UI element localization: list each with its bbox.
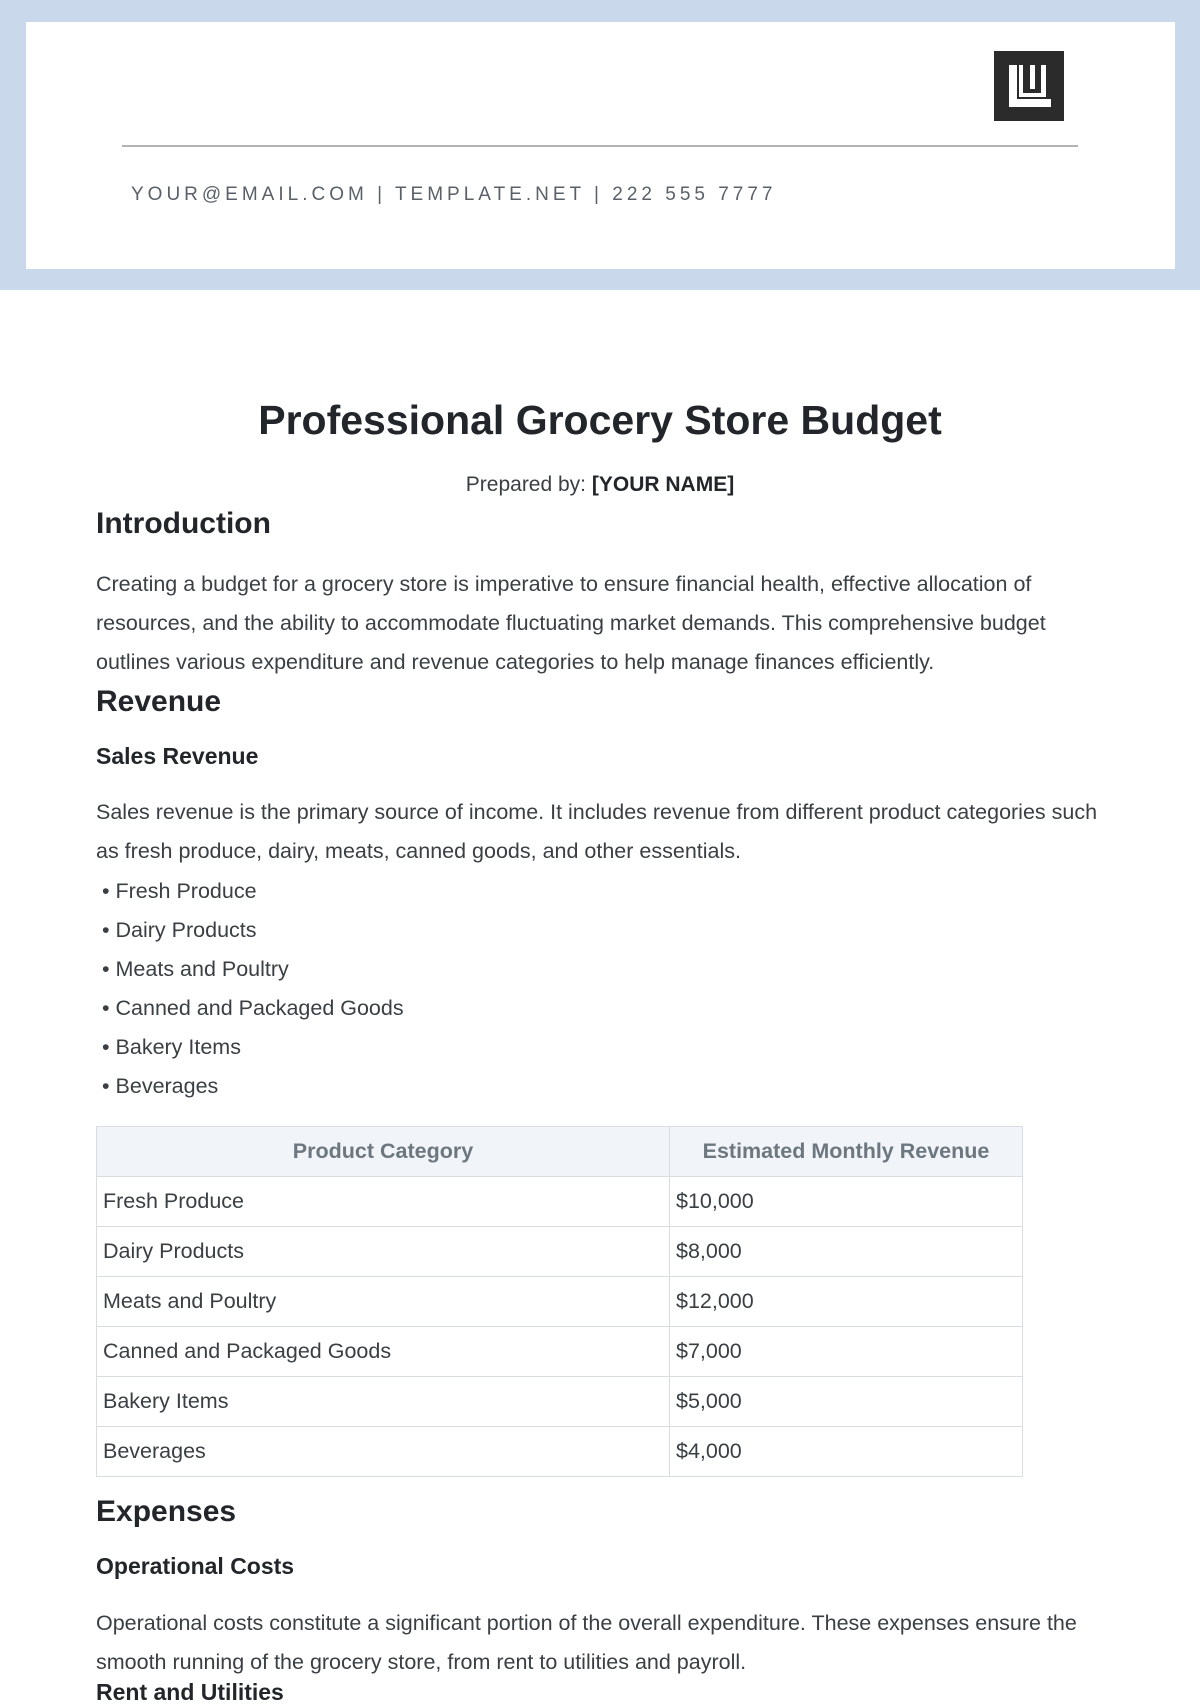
revenue-cell: $5,000 (670, 1377, 1023, 1427)
table-row (97, 1177, 1023, 1227)
category-cell: Dairy Products (97, 1227, 670, 1277)
header-divider (122, 145, 1078, 147)
revenue-cell: $7,000 (670, 1327, 1023, 1377)
category-cell: Beverages (97, 1427, 670, 1477)
list-item: • Fresh Produce (102, 872, 404, 911)
category-cell: Meats and Poultry (97, 1277, 670, 1327)
contact-line: YOUR@EMAIL.COM | TEMPLATE.NET | 222 555 7777 (131, 184, 777, 205)
category-cell: Canned and Packaged Goods (97, 1327, 670, 1377)
revenue-cell: $12,000 (670, 1277, 1023, 1327)
prepared-by-label: Prepared by: (465, 473, 587, 496)
expenses-heading: Expenses (96, 1495, 237, 1528)
column-header-category: Product Category (97, 1127, 670, 1177)
table-row (97, 1377, 1023, 1427)
introduction-text: Creating a budget for a grocery store is imperative to ensure financial health, effective allocation of resources, and the ability to accommodate fluctuating market demands. This comprehensive budget outlines various expenditure and revenue categories to help manage finances efficiently. (96, 572, 1046, 674)
sales-revenue-text: Sales revenue is the primary source of income. It includes revenue from different product categories such as fresh produce, dairy, meats, canned goods, and other essentials. (96, 800, 1098, 863)
list-item: • Beverages (102, 1067, 404, 1106)
table-header-row (97, 1127, 1023, 1177)
prepared-by (0, 473, 1200, 497)
revenue-table (96, 1126, 1023, 1477)
revenue-cell: $8,000 (670, 1227, 1023, 1277)
sales-revenue-heading: Sales Revenue (96, 743, 259, 769)
operational-costs-text: Operational costs constitute a significant portion of the overall expenditure. These expenses ensure the smooth running of the grocery store, from rent to utilities and payroll. (96, 1611, 1077, 1674)
introduction-heading: Introduction (96, 507, 271, 540)
revenue-cell: $4,000 (670, 1427, 1023, 1477)
page-title: Professional Grocery Store Budget (258, 397, 942, 443)
table-row (97, 1227, 1023, 1277)
template-logo-icon (994, 51, 1064, 121)
category-cell: Bakery Items (97, 1377, 670, 1427)
column-header-revenue: Estimated Monthly Revenue (670, 1127, 1023, 1177)
category-cell: Fresh Produce (97, 1177, 670, 1227)
operational-costs-heading: Operational Costs (96, 1553, 295, 1579)
rent-utilities-heading: Rent and Utilities (96, 1679, 284, 1705)
list-item: • Dairy Products (102, 911, 404, 950)
prepared-by-name: [YOUR NAME] (591, 473, 735, 496)
table-row (97, 1327, 1023, 1377)
table-row (97, 1277, 1023, 1327)
list-item: • Meats and Poultry (102, 950, 404, 989)
revenue-heading: Revenue (96, 685, 222, 718)
list-item: • Canned and Packaged Goods (102, 989, 404, 1028)
table-row (97, 1427, 1023, 1477)
product-category-list (102, 872, 404, 1106)
revenue-cell: $10,000 (670, 1177, 1023, 1227)
list-item: • Bakery Items (102, 1028, 404, 1067)
